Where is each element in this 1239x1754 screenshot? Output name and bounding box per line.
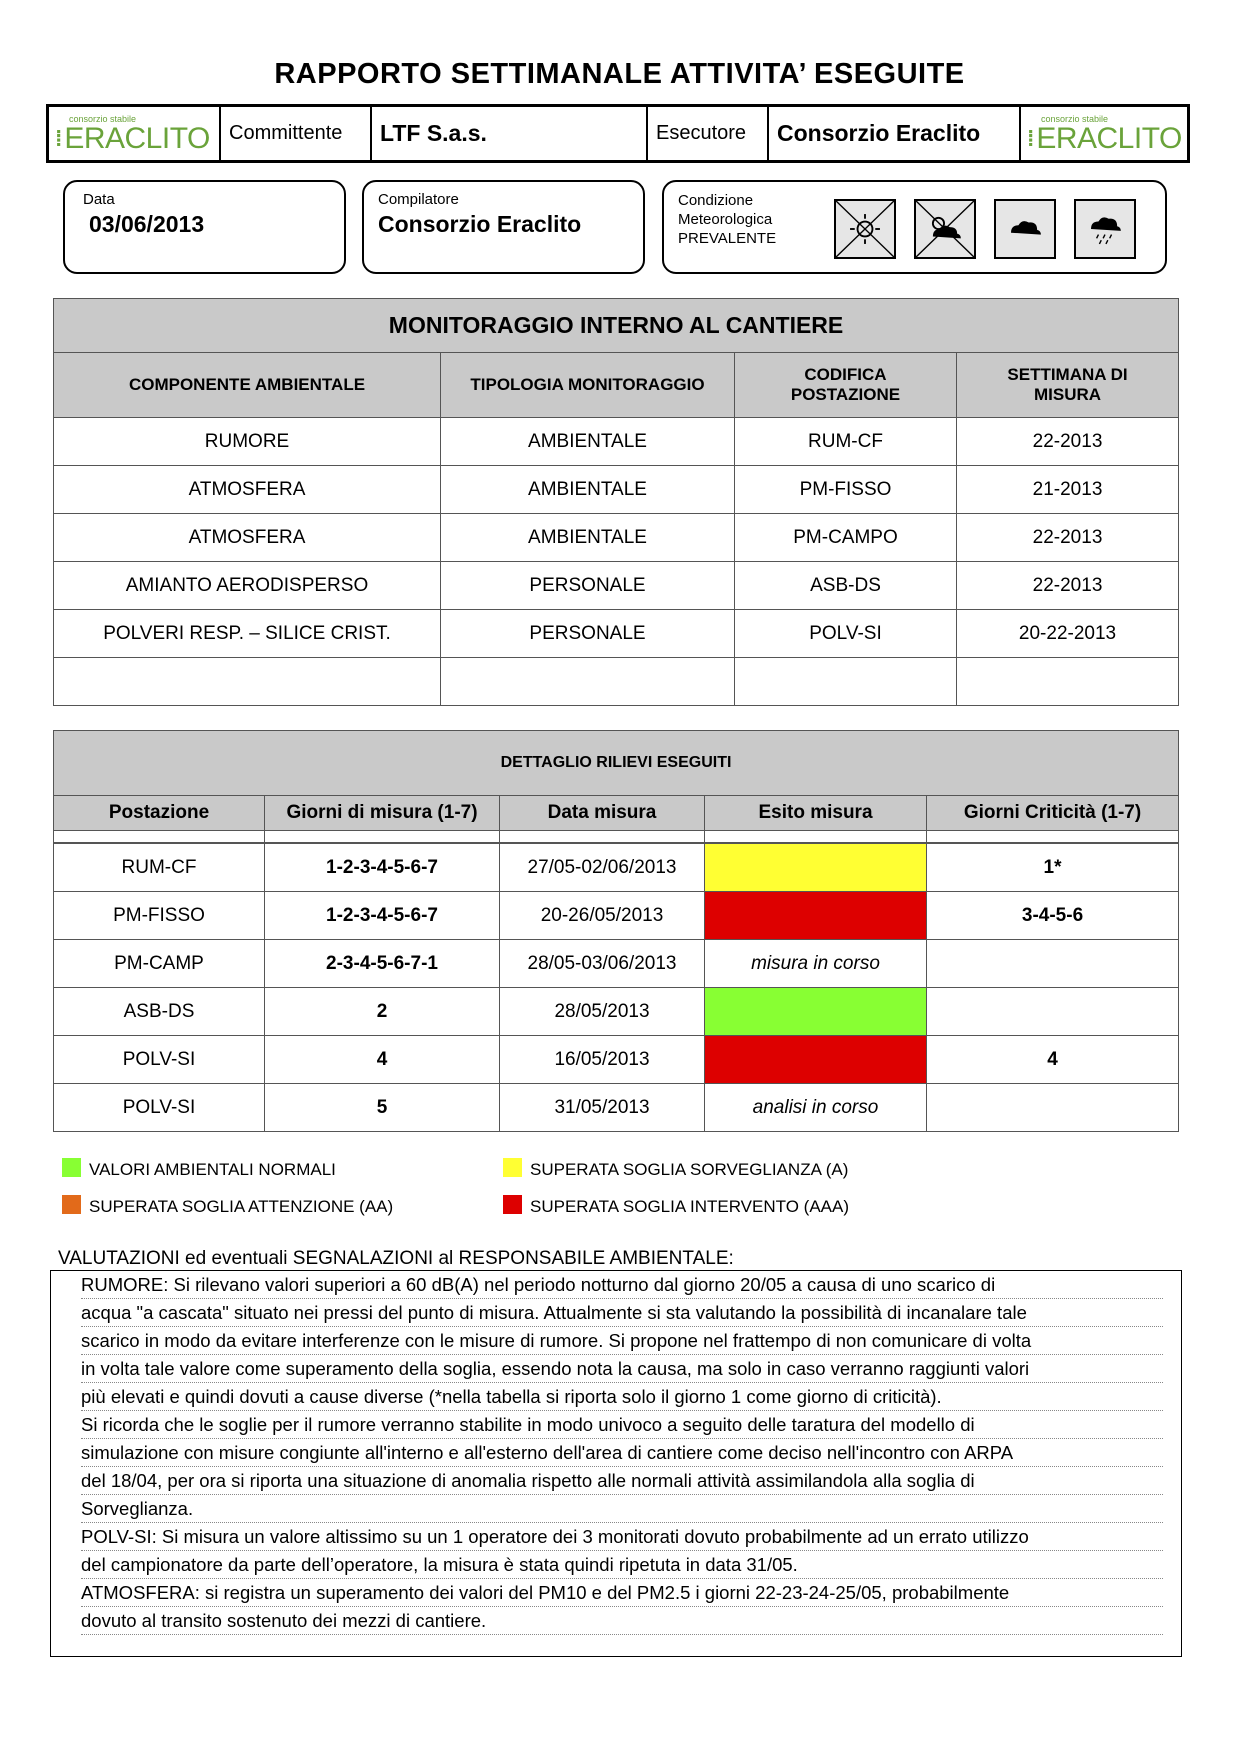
table-cell xyxy=(957,658,1179,706)
note-line: più elevati e quindi dovuti a cause diverse (*nella tabella si riporta solo il giorno 1 come giorno di criticità). xyxy=(81,1383,1163,1411)
table-cell: AMBIENTALE xyxy=(441,418,735,466)
report-title: RAPPORTO SETTIMANALE ATTIVITA’ ESEGUITE xyxy=(274,58,965,90)
note-line: RUMORE: Si rilevano valori superiori a 60 dB(A) nel periodo notturno dal giorno 20/05 a causa di uno scarico di xyxy=(81,1271,1163,1299)
table-row xyxy=(54,1036,1179,1084)
note-line: Sorveglianza. xyxy=(81,1495,1163,1523)
table-cell: AMBIENTALE xyxy=(441,466,735,514)
table-row xyxy=(54,843,1179,892)
esito-cell xyxy=(705,1036,927,1084)
table-cell: 20-22-2013 xyxy=(957,610,1179,658)
monitoring-table xyxy=(53,298,1179,706)
compilatore-label: Compilatore xyxy=(378,191,459,208)
table-cell xyxy=(735,658,957,706)
table-header: COMPONENTE AMBIENTALE xyxy=(54,353,441,418)
esecutore-label: Esecutore xyxy=(648,107,769,160)
rain-cloud-icon[interactable] xyxy=(1074,199,1136,259)
esecutore-value: Consorzio Eraclito xyxy=(769,107,1021,160)
table-header: Esito misura xyxy=(705,796,927,831)
legend-swatch xyxy=(62,1195,81,1214)
table-row xyxy=(54,562,1179,610)
note-line: del 18/04, per ora si riporta una situazione di anomalia rispetto alle normali attività assimilandola alla soglia di xyxy=(81,1467,1163,1495)
committente-label: Committente xyxy=(221,107,372,160)
table-cell: POLV-SI xyxy=(735,610,957,658)
criticita-cell xyxy=(927,988,1179,1036)
note-line: acqua "a cascata" situato nei pressi del punto di misura. Attualmente si sta valutando la possibilità di incanalare tale xyxy=(81,1299,1163,1327)
legend-text: SUPERATA SOGLIA SORVEGLIANZA (A) xyxy=(530,1160,849,1179)
table-cell: 21-2013 xyxy=(957,466,1179,514)
postazione-cell: ASB-DS xyxy=(54,988,265,1036)
table-row xyxy=(54,658,1179,706)
logo-word: ERACLITO xyxy=(1036,122,1182,155)
table-row xyxy=(54,514,1179,562)
legend-text: SUPERATA SOGLIA ATTENZIONE (AA) xyxy=(89,1197,394,1216)
note-line: scarico in modo da evitare interferenze con le misure di rumore. Si propone nel frattempo di non comunicare di volta xyxy=(81,1327,1163,1355)
table-cell: ATMOSFERA xyxy=(54,514,441,562)
postazione-cell: POLV-SI xyxy=(54,1084,265,1132)
notes-title: VALUTAZIONI ed eventuali SEGNALAZIONI al RESPONSABILE AMBIENTALE: xyxy=(58,1248,734,1269)
table-cell: 22-2013 xyxy=(957,562,1179,610)
data-label: Data xyxy=(83,191,115,208)
data-cell: 28/05/2013 xyxy=(500,988,705,1036)
table-row xyxy=(54,988,1179,1036)
legend-swatch xyxy=(503,1195,522,1214)
meteo-label-line: Condizione xyxy=(678,192,754,209)
table-row xyxy=(54,892,1179,940)
data-cell: 28/05-03/06/2013 xyxy=(500,940,705,988)
table-header: CODIFICA POSTAZIONE xyxy=(735,353,957,418)
note-line: Si ricorda che le soglie per il rumore verranno stabilite in modo univoco a seguito delle taratura del modello di xyxy=(81,1411,1163,1439)
logo-mark-icon: ⁞ xyxy=(55,126,63,151)
table-row xyxy=(54,418,1179,466)
table-row xyxy=(54,610,1179,658)
note-line: simulazione con misure congiunte all'interno e all'esterno dell'area di cantiere come deciso nell'incontro con ARPA xyxy=(81,1439,1163,1467)
meteo-label-line: PREVALENTE xyxy=(678,230,777,247)
table-header: Giorni Criticità (1-7) xyxy=(927,796,1179,831)
committente-value: LTF S.a.s. xyxy=(372,107,648,160)
giorni-cell: 2 xyxy=(265,988,500,1036)
table-cell: PM-CAMPO xyxy=(735,514,957,562)
table-cell: RUMORE xyxy=(54,418,441,466)
monitoring-title: MONITORAGGIO INTERNO AL CANTIERE xyxy=(54,299,1179,353)
esito-cell: misura in corso xyxy=(705,940,927,988)
note-line: POLV-SI: Si misura un valore altissimo su un 1 operatore dei 3 monitorati dovuto probabilmente ad un errato utilizzo xyxy=(81,1523,1163,1551)
sun-icon[interactable] xyxy=(834,199,896,259)
table-cell xyxy=(54,658,441,706)
esito-cell xyxy=(705,843,927,892)
table-cell: ATMOSFERA xyxy=(54,466,441,514)
postazione-cell: RUM-CF xyxy=(54,843,265,892)
meteo-label-line: Meteorologica xyxy=(678,211,773,228)
legend-swatch xyxy=(503,1158,522,1177)
table-cell: 22-2013 xyxy=(957,514,1179,562)
data-cell: 31/05/2013 xyxy=(500,1084,705,1132)
table-row xyxy=(54,466,1179,514)
logo-mark-icon: ⁞ xyxy=(1027,126,1035,151)
table-cell: RUM-CF xyxy=(735,418,957,466)
table-cell: AMIANTO AERODISPERSO xyxy=(54,562,441,610)
compilatore-box xyxy=(362,180,645,274)
criticita-cell: 3-4-5-6 xyxy=(927,892,1179,940)
esito-cell xyxy=(705,892,927,940)
criticita-cell: 1* xyxy=(927,843,1179,892)
legend-swatch xyxy=(62,1158,81,1177)
table-row xyxy=(54,1084,1179,1132)
table-cell: PERSONALE xyxy=(441,610,735,658)
giorni-cell: 1-2-3-4-5-6-7 xyxy=(265,892,500,940)
table-spacer xyxy=(54,831,1179,844)
table-cell: ASB-DS xyxy=(735,562,957,610)
cloud-sun-icon[interactable] xyxy=(914,199,976,259)
cloud-icon[interactable] xyxy=(994,199,1056,259)
giorni-cell: 2-3-4-5-6-7-1 xyxy=(265,940,500,988)
table-row xyxy=(54,940,1179,988)
table-header: Data misura xyxy=(500,796,705,831)
criticita-cell xyxy=(927,940,1179,988)
header-strip xyxy=(46,104,1190,163)
logo-small-text: consorzio stabile xyxy=(1041,114,1109,124)
data-cell: 27/05-02/06/2013 xyxy=(500,843,705,892)
legend-text: VALORI AMBIENTALI NORMALI xyxy=(89,1160,336,1179)
table-cell: AMBIENTALE xyxy=(441,514,735,562)
logo-left xyxy=(49,107,221,160)
criticita-cell: 4 xyxy=(927,1036,1179,1084)
logo-word: ERACLITO xyxy=(64,122,210,155)
compilatore-value: Consorzio Eraclito xyxy=(378,211,582,237)
esito-cell: analisi in corso xyxy=(705,1084,927,1132)
giorni-cell: 1-2-3-4-5-6-7 xyxy=(265,843,500,892)
note-line: ATMOSFERA: si registra un superamento dei valori del PM10 e del PM2.5 i giorni 22-23-24-25/05, probabilmente xyxy=(81,1579,1163,1607)
table-header: Giorni di misura (1-7) xyxy=(265,796,500,831)
criticita-cell xyxy=(927,1084,1179,1132)
table-header: TIPOLOGIA MONITORAGGIO xyxy=(441,353,735,418)
data-box xyxy=(63,180,346,274)
table-cell: 22-2013 xyxy=(957,418,1179,466)
note-line: in volta tale valore come superamento della soglia, essendo nota la causa, ma solo in caso verranno raggiunti valori xyxy=(81,1355,1163,1383)
giorni-cell: 4 xyxy=(265,1036,500,1084)
table-header: SETTIMANA DI MISURA xyxy=(957,353,1179,418)
meteo-label xyxy=(678,191,776,248)
details-title: DETTAGLIO RILIEVI ESEGUITI xyxy=(54,731,1179,796)
table-cell xyxy=(441,658,735,706)
note-line: dovuto al transito sostenuto dei mezzi di cantiere. xyxy=(81,1607,1163,1635)
legend-text: SUPERATA SOGLIA INTERVENTO (AAA) xyxy=(530,1197,849,1216)
notes-box xyxy=(50,1270,1182,1657)
data-cell: 16/05/2013 xyxy=(500,1036,705,1084)
data-cell: 20-26/05/2013 xyxy=(500,892,705,940)
postazione-cell: POLV-SI xyxy=(54,1036,265,1084)
postazione-cell: PM-CAMP xyxy=(54,940,265,988)
note-line: del campionatore da parte dell’operatore, la misura è stata quindi ripetuta in data 31/05. xyxy=(81,1551,1163,1579)
data-value: 03/06/2013 xyxy=(89,211,205,237)
logo-right xyxy=(1021,107,1187,160)
esito-cell xyxy=(705,988,927,1036)
giorni-cell: 5 xyxy=(265,1084,500,1132)
postazione-cell: PM-FISSO xyxy=(54,892,265,940)
table-cell: PERSONALE xyxy=(441,562,735,610)
logo-small-text: consorzio stabile xyxy=(69,114,137,124)
table-cell: PM-FISSO xyxy=(735,466,957,514)
details-table xyxy=(53,730,1179,1132)
table-cell: POLVERI RESP. – SILICE CRIST. xyxy=(54,610,441,658)
table-header: Postazione xyxy=(54,796,265,831)
